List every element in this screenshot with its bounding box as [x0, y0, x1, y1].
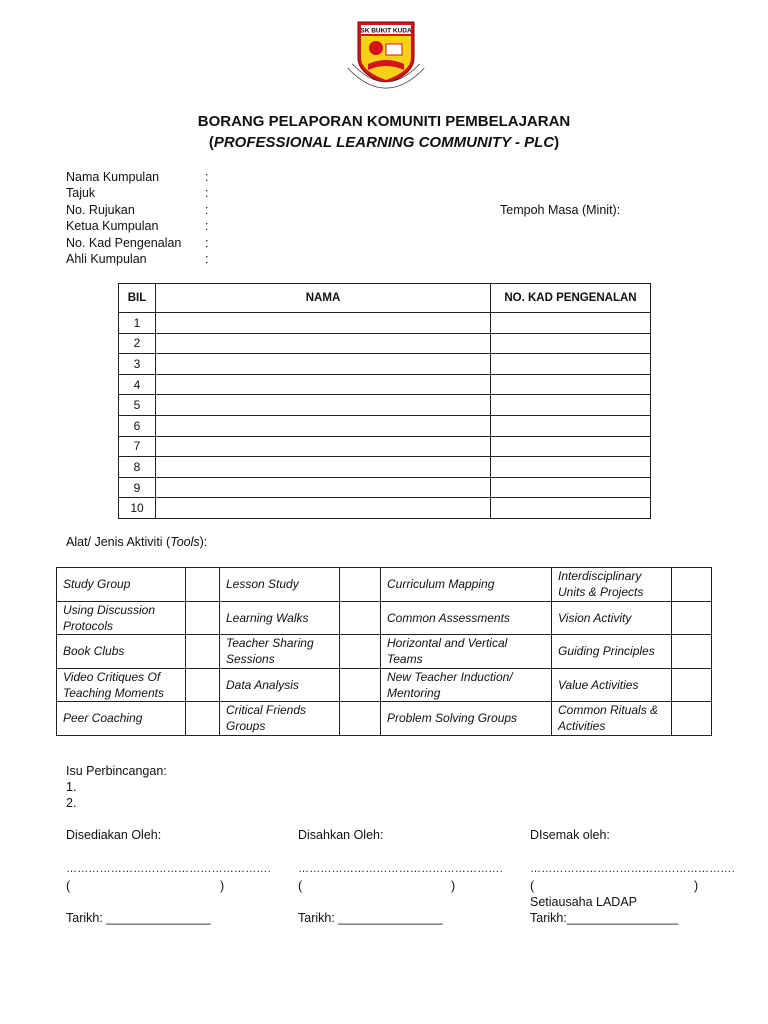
ic-cell[interactable] [491, 498, 651, 519]
field-ketua-kumpulan: Ketua Kumpulan : [66, 219, 209, 233]
field-ahli-kumpulan: Ahli Kumpulan : [66, 252, 209, 266]
table-row [119, 395, 651, 416]
activity-checkbox[interactable] [340, 568, 381, 602]
nama-cell[interactable] [156, 313, 491, 334]
row-number: 3 [119, 354, 156, 375]
activity-label: Using Discussion Protocols [57, 601, 186, 635]
activity-label: Common Rituals & Activities [552, 702, 672, 736]
table-row [57, 668, 712, 702]
activity-label: Value Activities [552, 668, 672, 702]
header-no-kad: NO. KAD PENGENALAN [491, 284, 651, 313]
table-row [119, 333, 651, 354]
activity-checkbox[interactable] [186, 702, 220, 736]
table-row [57, 601, 712, 635]
row-number: 6 [119, 415, 156, 436]
header-nama: NAMA [156, 284, 491, 313]
name-paren-open: ( [298, 879, 303, 893]
name-paren-open: ( [66, 879, 71, 893]
activity-label: Problem Solving Groups [381, 702, 552, 736]
name-paren-close: ) [694, 879, 699, 893]
activity-label: Curriculum Mapping [381, 568, 552, 602]
sig-heading-disediakan: Disediakan Oleh: [66, 828, 162, 842]
table-row [119, 374, 651, 395]
ic-cell[interactable] [491, 333, 651, 354]
row-number: 10 [119, 498, 156, 519]
date-field[interactable]: Tarikh:________________ [530, 911, 679, 925]
role-label: Setiausaha LADAP [530, 895, 638, 909]
ic-cell[interactable] [491, 457, 651, 478]
field-nama-kumpulan: Nama Kumpulan : [66, 170, 209, 184]
activity-checkbox[interactable] [672, 568, 712, 602]
activity-label: Guiding Principles [552, 635, 672, 669]
activity-label: New Teacher Induction/ Mentoring [381, 668, 552, 702]
nama-cell[interactable] [156, 374, 491, 395]
activity-checkbox[interactable] [186, 568, 220, 602]
date-field[interactable]: Tarikh: _______________ [298, 911, 443, 925]
nama-cell[interactable] [156, 354, 491, 375]
activity-checkbox[interactable] [672, 668, 712, 702]
activity-label: Learning Walks [220, 601, 340, 635]
row-number: 7 [119, 436, 156, 457]
members-table-header [119, 284, 651, 313]
members-table [118, 283, 651, 519]
field-tajuk: Tajuk : [66, 186, 209, 200]
field-tempoh-masa: Tempoh Masa (Minit): [500, 203, 621, 217]
ic-cell[interactable] [491, 477, 651, 498]
sig-heading-disahkan: Disahkan Oleh: [298, 828, 384, 842]
activity-checkbox[interactable] [672, 635, 712, 669]
name-paren-close: ) [220, 879, 225, 893]
table-row [119, 313, 651, 334]
activity-label: Peer Coaching [57, 702, 186, 736]
sig-heading-disemak: DIsemak oleh: [530, 828, 610, 842]
ic-cell[interactable] [491, 374, 651, 395]
activity-checkbox[interactable] [186, 635, 220, 669]
isu-item: 1. [66, 780, 77, 794]
table-row [119, 477, 651, 498]
ic-cell[interactable] [491, 415, 651, 436]
row-number: 5 [119, 395, 156, 416]
table-row [57, 568, 712, 602]
activity-label: Vision Activity [552, 601, 672, 635]
activity-label: Teacher Sharing Sessions [220, 635, 340, 669]
activity-checkbox[interactable] [672, 702, 712, 736]
table-row [57, 702, 712, 736]
form-title: BORANG PELAPORAN KOMUNITI PEMBELAJARAN [197, 113, 571, 130]
signature-line[interactable]: ………………………………………………. [530, 863, 735, 875]
header-bil: BIL [119, 284, 156, 313]
ic-cell[interactable] [491, 436, 651, 457]
activity-label: Lesson Study [220, 568, 340, 602]
nama-cell[interactable] [156, 477, 491, 498]
table-row [119, 354, 651, 375]
date-field[interactable]: Tarikh: _______________ [66, 911, 211, 925]
nama-cell[interactable] [156, 457, 491, 478]
form-subtitle: (PROFESSIONAL LEARNING COMMUNITY - PLC) [208, 134, 560, 151]
activity-label: Critical Friends Groups [220, 702, 340, 736]
nama-cell[interactable] [156, 415, 491, 436]
activity-checkbox[interactable] [340, 601, 381, 635]
activity-label: Data Analysis [220, 668, 340, 702]
row-number: 9 [119, 477, 156, 498]
activity-checkbox[interactable] [340, 668, 381, 702]
activity-label: Interdisciplinary Units & Projects [552, 568, 672, 602]
activity-checkbox[interactable] [186, 668, 220, 702]
name-paren-close: ) [451, 879, 456, 893]
table-row [119, 436, 651, 457]
table-row [119, 457, 651, 478]
ic-cell[interactable] [491, 395, 651, 416]
ic-cell[interactable] [491, 313, 651, 334]
row-number: 4 [119, 374, 156, 395]
nama-cell[interactable] [156, 498, 491, 519]
name-paren-open: ( [530, 879, 535, 893]
isu-item: 2. [66, 796, 77, 810]
activities-table [56, 567, 712, 736]
activity-label: Study Group [57, 568, 186, 602]
svg-text:SK BUKIT KUDA: SK BUKIT KUDA [360, 27, 412, 35]
activity-label: Horizontal and Vertical Teams [381, 635, 552, 669]
row-number: 8 [119, 457, 156, 478]
activity-label: Video Critiques Of Teaching Moments [57, 668, 186, 702]
table-row [57, 635, 712, 669]
activity-checkbox[interactable] [186, 601, 220, 635]
row-number: 1 [119, 313, 156, 334]
table-row [119, 498, 651, 519]
activity-checkbox[interactable] [340, 702, 381, 736]
field-no-rujukan: No. Rujukan : [66, 203, 209, 217]
isu-label: Isu Perbincangan: [66, 764, 167, 778]
school-logo [346, 20, 426, 94]
activity-checkbox[interactable] [340, 635, 381, 669]
table-row [119, 415, 651, 436]
nama-cell[interactable] [156, 395, 491, 416]
tools-label: Alat/ Jenis Aktiviti (Tools): [66, 535, 208, 549]
activity-checkbox[interactable] [672, 601, 712, 635]
nama-cell[interactable] [156, 333, 491, 354]
activity-label: Book Clubs [57, 635, 186, 669]
nama-cell[interactable] [156, 436, 491, 457]
field-no-kad-pengenalan: No. Kad Pengenalan : [66, 236, 209, 250]
activity-label: Common Assessments [381, 601, 552, 635]
ic-cell[interactable] [491, 354, 651, 375]
signature-line[interactable]: ………………………………………………. [66, 863, 271, 875]
signature-line[interactable]: ………………………………………………. [298, 863, 503, 875]
row-number: 2 [119, 333, 156, 354]
